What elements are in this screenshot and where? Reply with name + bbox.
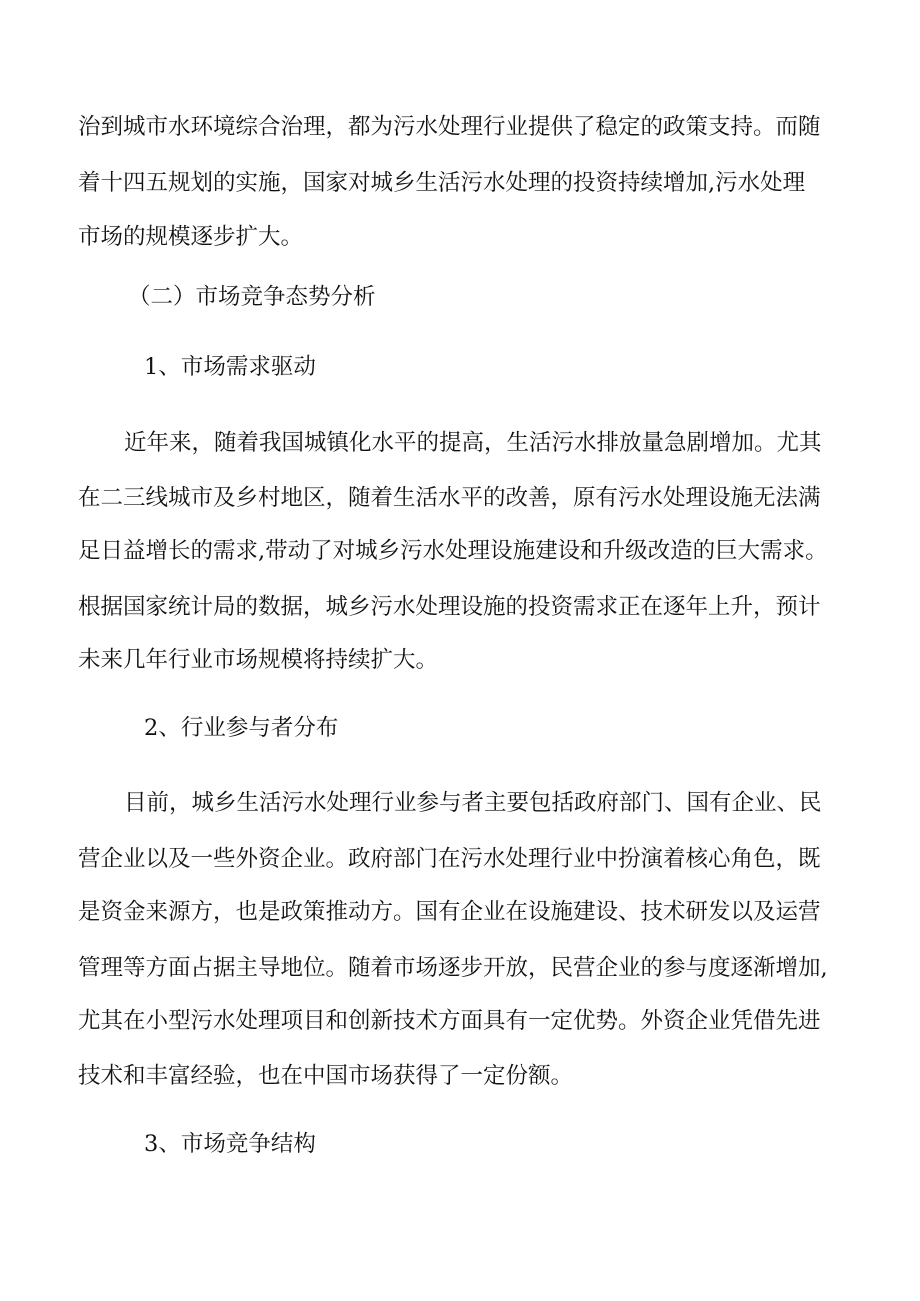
paragraph-line: 着十四五规划的实施，国家对城乡生活污水处理的投资持续增加,污水处理 <box>78 170 806 196</box>
paragraph-line: 治到城市水环境综合治理，都为污水处理行业提供了稳定的政策支持。而随 <box>78 114 821 140</box>
section-heading: （二）市场竞争态势分析 <box>128 284 376 310</box>
paragraph-line: 管理等方面占据主导地位。随着市场逐步开放，民营企业的参与度逐渐增加, <box>78 955 828 981</box>
paragraph-line: 近年来，随着我国城镇化水平的提高，生活污水排放量急剧增加。尤其 <box>124 430 822 456</box>
paragraph-line: 目前，城乡生活污水处理行业参与者主要包括政府部门、国有企业、民 <box>124 790 822 816</box>
paragraph-line: 市场的规模逐步扩大。 <box>78 224 304 250</box>
paragraph-line: 尤其在小型污水处理项目和创新技术方面具有一定优势。外资企业凭借先进 <box>78 1008 821 1034</box>
paragraph-line: 未来几年行业市场规模将持续扩大。 <box>78 647 439 673</box>
paragraph-line: 足日益增长的需求,带动了对城乡污水处理设施建设和升级改造的巨大需求。 <box>78 538 828 564</box>
subsection-heading: 1、市场需求驱动 <box>144 354 316 380</box>
paragraph-line: 在二三线城市及乡村地区，随着生活水平的改善，原有污水处理设施无法满 <box>78 485 821 511</box>
subsection-heading: 2、行业参与者分布 <box>144 715 339 741</box>
subsection-heading: 3、市场竞争结构 <box>144 1131 316 1157</box>
paragraph-line: 根据国家统计局的数据，城乡污水处理设施的投资需求正在逐年上升，预计 <box>78 594 821 620</box>
paragraph-line: 技术和丰富经验，也在中国市场获得了一定份额。 <box>78 1063 574 1089</box>
paragraph-line: 是资金来源方，也是政策推动方。国有企业在设施建设、技术研发以及运营 <box>78 899 821 925</box>
paragraph-line: 营企业以及一些外资企业。政府部门在污水处理行业中扮演着核心角色，既 <box>78 846 821 872</box>
